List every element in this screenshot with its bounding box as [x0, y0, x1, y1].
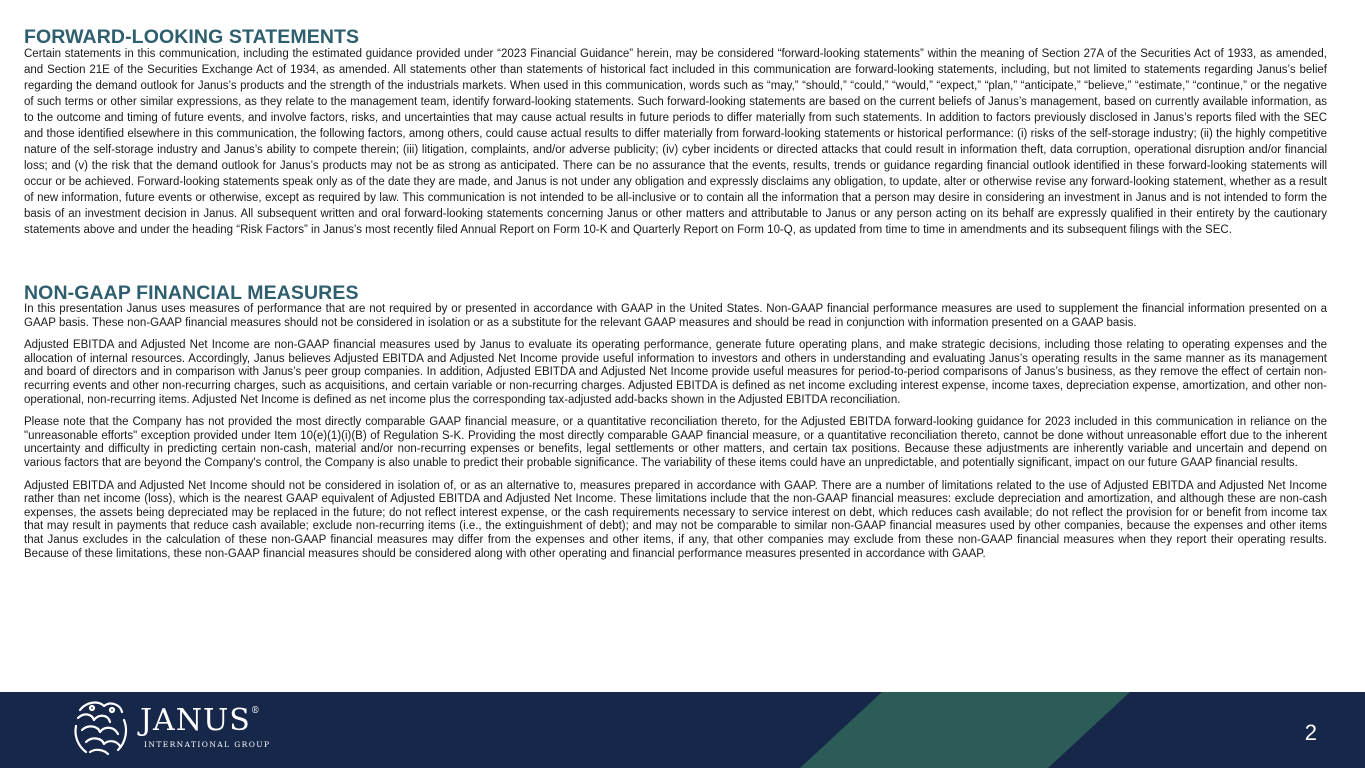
forward-looking-paragraph: Certain statements in this communication, including the estimated guidance provided under “2023 Financial Guidance” herein, may be considered “forward-looking statements” within the meaning of Section 27A of the Securities Act of 1933, as amended, and Section 21E of the Securities Exchange Act of 1934, as amended. All statements other than statements of historical fact included in this communication are forward-looking statements, including, but not limited to statements regarding Janus’s belief regarding the demand outlook for Janus’s products and the strength of the industrials markets. When used in this communication, words such as “may,” “should,” “could,” “would,” “expect,” “plan,” “anticipate,” “believe,” “estimate,” “continue,” or the negative of such terms or other similar expressions, as they relate to the management team, identify forward-looking statements. Such forward-looking statements are based on the current beliefs of Janus’s management, based on currently available information, as to the outcome and timing of future events, and involve factors, risks, and uncertainties that may cause actual results in future periods to differ materially from such statements. In addition to factors previously disclosed in Janus’s reports filed with the SEC and those identified elsewhere in this communication, the following factors, among others, could cause actual results to differ materially from forward-looking statements or historical performance: (i) risks of the self-storage industry; (ii) the highly competitive nature of the self-storage industry and Janus’s ability to compete therein; (iii) litigation, complaints, and/or adverse publicity; (iv) cyber incidents or directed attacks that could result in information theft, data corruption, operational disruption and/or financial loss; and (v) the risk that the demand outlook for Janus’s products may not be as strong as anticipated. There can be no assurance that the events, results, trends or guidance regarding financial outlook identified in these forward-looking statements will occur or be achieved. Forward-looking statements speak only as of the date they are made, and Janus is not under any obligation and expressly disclaims any obligation, to update, alter or otherwise revise any forward-looking statement, whether as a result of new information, future events or otherwise, except as required by law. This communication is not intended to be all-inclusive or to contain all the information that a person may desire in considering an investment in Janus and is not intended to form the basis of an investment decision in Janus. All subsequent written and oral forward-looking statements concerning Janus or other matters and attributable to Janus or any person acting on its behalf are expressly qualified in their entirety by the cautionary statements above and under the heading “Risk Factors” in Janus’s most recently filed Annual Report on Form 10-K and Quarterly Report on Form 10-Q, as updated from time to time in amendments and its subsequent filings with the SEC. [24, 48, 1327, 236]
janus-logo [68, 696, 288, 760]
page-number: 2 [1304, 720, 1317, 745]
non-gaap-paragraph-1: In this presentation Janus uses measures of performance that are not required by or presented in accordance with GAAP in the United States. Non-GAAP financial performance measures are used to supplement the financial information presented on a GAAP basis. These non-GAAP financial measures should not be considered in isolation or as a substitute for the relevant GAAP measures and should be read in conjunction with information presented on a GAAP basis. [24, 303, 1327, 329]
logo-subtitle: INTERNATIONAL GROUP [144, 740, 271, 749]
non-gaap-heading: NON-GAAP FINANCIAL MEASURES [24, 282, 359, 304]
janus-crest-icon [68, 696, 132, 760]
non-gaap-paragraph-3: Please note that the Company has not provided the most directly comparable GAAP financial measure, or a quantitative reconciliation thereto, for the Adjusted EBITDA forward-looking guidance for 2023 included in this communication in reliance on the "unreasonable efforts" exception provided under Item 10(e)(1)(i)(B) of Regulation S-K. Providing the most directly comparable GAAP financial measure, or a quantitative reconciliation thereto, cannot be done without unreasonable effort due to the inherent uncertainty and difficulty in predicting certain non-cash, material and/or non-recurring expenses or benefits, legal settlements or other matters, and certain tax positions. Because these adjustments are inherently variable and uncertain and depend on various factors that are beyond the Company's control, the Company is also unable to predict their probable significance. The variability of these items could have an unpredictable, and potentially significant, impact on our future GAAP financial results. [24, 416, 1327, 469]
logo-name: JANUS [140, 703, 251, 738]
footer-band [0, 692, 1365, 768]
non-gaap-body [24, 303, 1327, 570]
non-gaap-paragraph-4: Adjusted EBITDA and Adjusted Net Income should not be considered in isolation of, or as an alternative to, measures prepared in accordance with GAAP. There are a number of limitations related to the use of Adjusted EBITDA and Adjusted Net Income rather than net income (loss), which is the nearest GAAP equivalent of Adjusted EBITDA and Adjusted Net Income. These limitations include that the non-GAAP financial measures: exclude depreciation and amortization, and although these are non-cash expenses, the assets being depreciated may be replaced in the future; do not reflect interest expense, or the cash requirements necessary to service interest on debt, which reduces cash available; do not reflect the provision for or benefit from income tax that may result in payments that reduce cash available; exclude non-recurring items (i.e., the extinguishment of debt); and may not be comparable to similar non-GAAP financial measures used by other companies, because the expenses and other items that Janus excludes in the calculation of these non-GAAP financial measures may differ from the expenses and other items, if any, that other companies may exclude from these non-GAAP financial measures when they report their operating results. Because of these limitations, these non-GAAP financial measures should be considered along with other operating and financial performance measures presented in accordance with GAAP. [24, 479, 1327, 560]
logo-wordmark [140, 705, 261, 737]
footer-accent-stripe [800, 692, 1130, 768]
logo-registered-mark: ® [250, 706, 261, 716]
non-gaap-paragraph-2: Adjusted EBITDA and Adjusted Net Income are non-GAAP financial measures used by Janus to evaluate its operating performance, generate future operating plans, and make strategic decisions, including those relating to operating expenses and the allocation of internal resources. Accordingly, Janus believes Adjusted EBITDA and Adjusted Net Income provide useful information to investors and others in understanding and evaluating Janus’s operating results in the same manner as its management and board of directors and in comparison with Janus’s peer group companies. In addition, Adjusted EBITDA and Adjusted Net Income provide useful measures for period-to-period comparisons of Janus’s business, as they remove the effect of certain non-recurring events and other non-recurring charges, such as acquisitions, and certain variable or non-recurring charges. Adjusted EBITDA is defined as net income excluding interest expense, income taxes, depreciation expense, amortization, and other non-operational, non-recurring items. Adjusted Net Income is defined as net income plus the corresponding tax-adjusted add-backs shown in the Adjusted EBITDA reconciliation. [24, 339, 1327, 406]
forward-looking-heading: FORWARD-LOOKING STATEMENTS [24, 26, 360, 48]
